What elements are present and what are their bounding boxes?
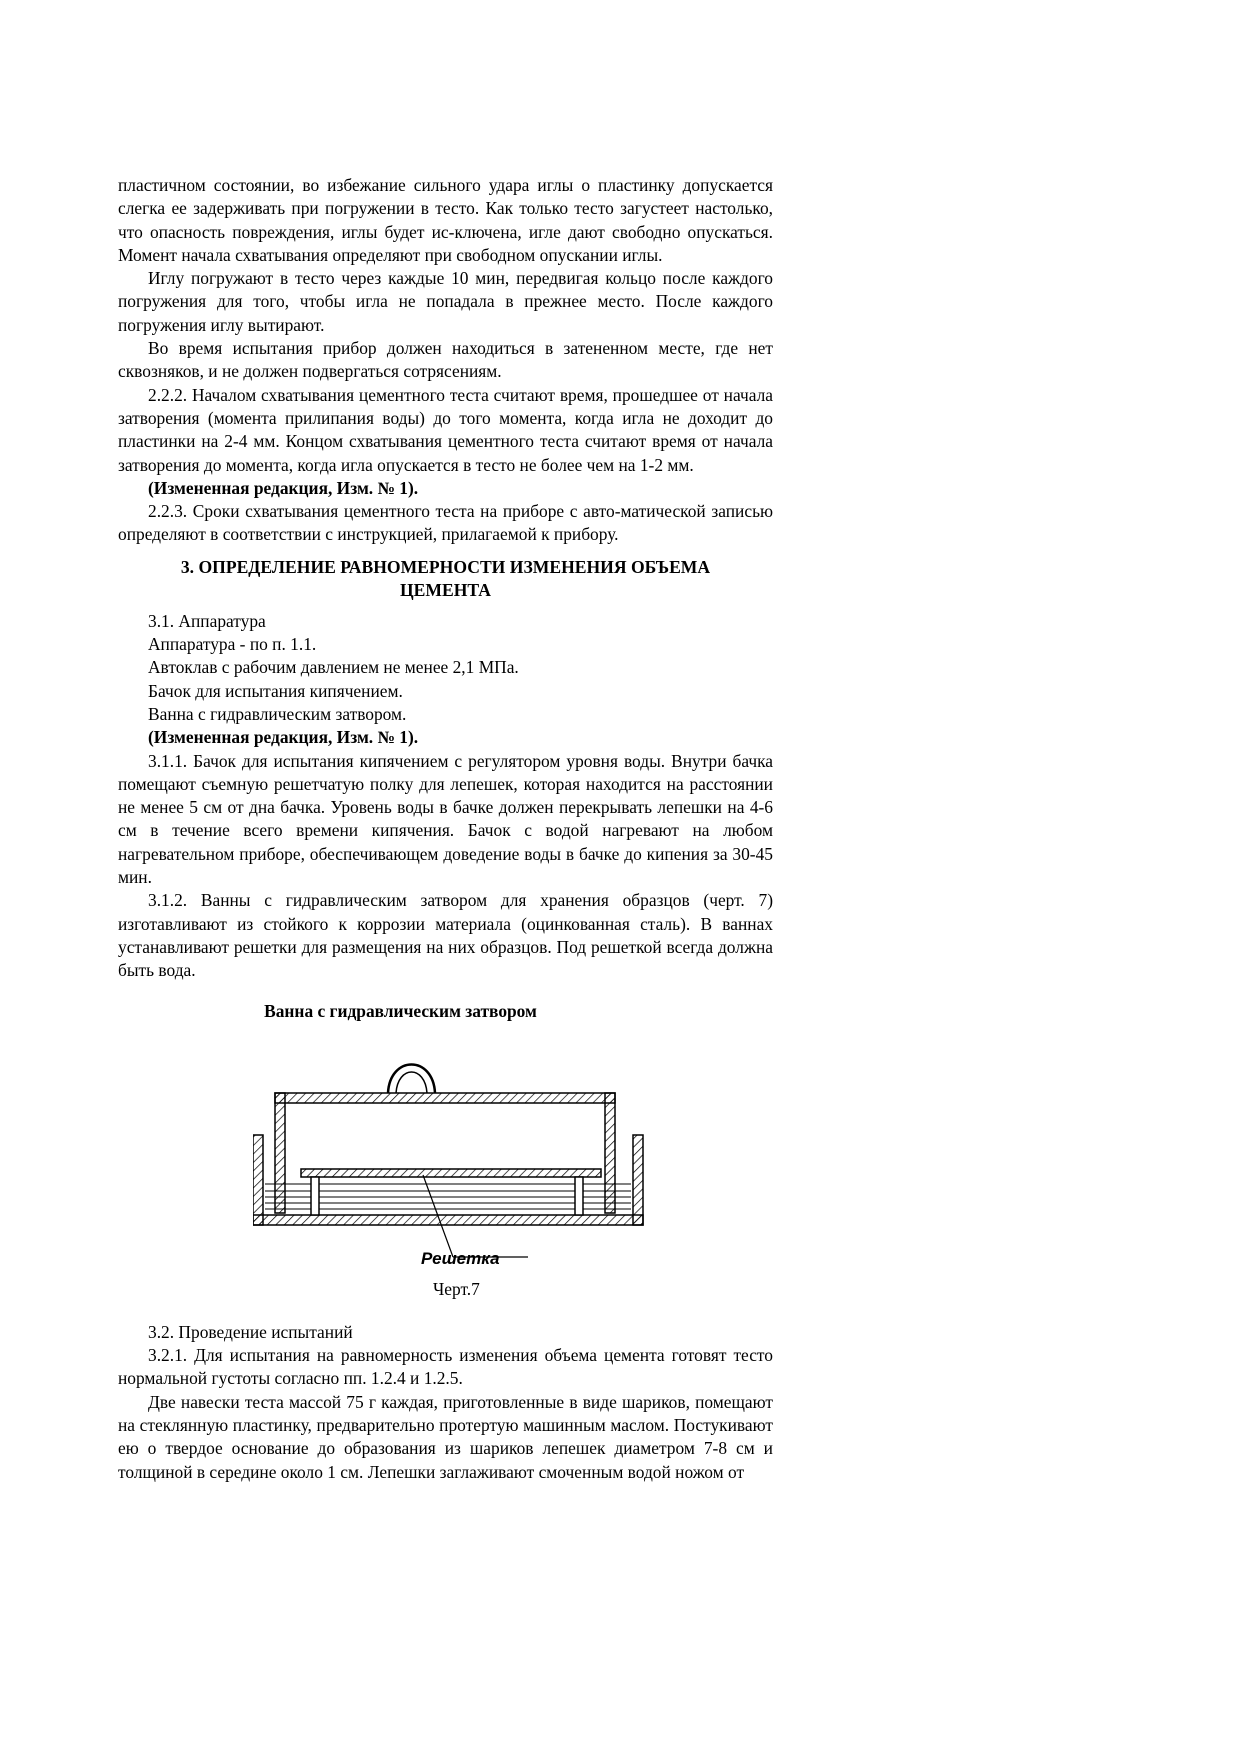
paragraph: Две навески теста массой 75 г каждая, приготовленные в виде шариков, помещают на стеклянную пластинку, предварительно протертую машинным маслом. Постукивают ею о твердое основание до образования из шариков лепешек диаметром 7-8 см и толщиной в середине около 1 см. Лепешки заглаживают смоченным водой ножом от [118, 1391, 773, 1482]
lid-top [275, 1093, 615, 1103]
subsection-heading: 3.2. Проведение испытаний [148, 1321, 353, 1342]
section-title [118, 556, 773, 602]
paragraph-2-2-3: 2.2.3. Сроки схватывания цементного теста на приборе с авто-матической записью определяют в соответствии с инструкцией, прилагаемой к прибору. [118, 501, 773, 545]
section-title-line1: 3. ОПРЕДЕЛЕНИЕ РАВНОМЕРНОСТИ ИЗМЕНЕНИЯ ОБЪЕМА [180, 556, 711, 577]
amendment-note: (Измененная редакция, Изм. № 1). [148, 477, 419, 498]
grate [301, 1169, 601, 1177]
lid-left [275, 1093, 285, 1213]
figure-caption: Черт.7 [433, 1278, 480, 1299]
apparatus-item: Аппаратура - по п. 1.1. [148, 634, 317, 655]
paragraph: Иглу погружают в тесто через каждые 10 мин, передвигая кольцо после каждого погружения для того, чтобы игла не попадала в прежнее место. После каждого погружения иглу вытирают. [118, 268, 773, 335]
tray-left-wall [253, 1135, 263, 1225]
paragraph-3-2-1: 3.2.1. Для испытания на равномерность изменения объема цемента готовят тесто нормальной густоты согласно пп. 1.2.4 и 1.2.5. [118, 1345, 773, 1389]
section-title-line2: ЦЕМЕНТА [399, 579, 491, 600]
lid-right [605, 1093, 615, 1213]
figure-bath-diagram [118, 1035, 773, 1305]
grate-leg [311, 1177, 319, 1215]
handle [388, 1064, 435, 1093]
paragraph-3-1-2: 3.1.2. Ванны с гидравлическим затвором для хранения образцов (черт. 7) изготавливают из стойкого к коррозии материала (оцинкованная сталь). В ваннах устанавливают решетки для размещения на них образцов. Под решеткой всегда должна быть вода. [118, 890, 773, 981]
paragraph-2-2-2: 2.2.2. Началом схватывания цементного теста считают время, прошедшее от начала затворения (момента прилипания воды) до того момента, когда игла не доходит до пластинки на 2-4 мм. Концом схватывания цементного теста считают время от начала затворения до момента, когда игла опускается в тесто не более чем на 1-2 мм. [118, 384, 773, 475]
paragraph: Во время испытания прибор должен находиться в затененном месте, где нет сквозняков, и не должен подвергаться сотрясениям. [118, 338, 773, 382]
document-page [118, 174, 773, 1484]
tray-right-wall [633, 1135, 643, 1225]
amendment-note: (Измененная редакция, Изм. № 1). [148, 727, 419, 748]
tray-bottom [253, 1215, 643, 1225]
apparatus-item: Бачок для испытания кипячением. [148, 680, 403, 701]
bath-diagram-svg [253, 1035, 673, 1275]
apparatus-item: Ванна с гидравлическим затвором. [148, 703, 407, 724]
paragraph-3-1-1: 3.1.1. Бачок для испытания кипячением с регулятором уровня воды. Внутри бачка помещают съемную решетчатую полку для лепешек, которая находится на расстоянии не менее 5 см от дна бачка. Уровень воды в бачке должен перекрывать лепешки на 4-6 см в течение всего времени кипячения. Бачок с водой нагревают на любом нагревательном приборе, обеспечивающем доведение воды в бачке до кипения за 30-45 мин. [118, 750, 773, 888]
figure-title: Ванна с гидравлическим затвором [264, 1000, 537, 1021]
grate-leg [575, 1177, 583, 1215]
apparatus-item: Автоклав с рабочим давлением не менее 2,1 МПа. [148, 657, 519, 678]
figure-label-grate: Решетка [421, 1248, 500, 1268]
paragraph: пластичном состоянии, во избежание сильного удара иглы о пластинку допускается слегка ее задерживать при погружении в тесто. Как только тесто загустеет настолько, что опасность повреждения, иглы будет ис-ключена, игле дают свободно опускаться. Момент начала схватывания определяют при свободном опускании иглы. [118, 175, 773, 265]
apparatus-heading: 3.1. Аппаратура [148, 610, 266, 631]
